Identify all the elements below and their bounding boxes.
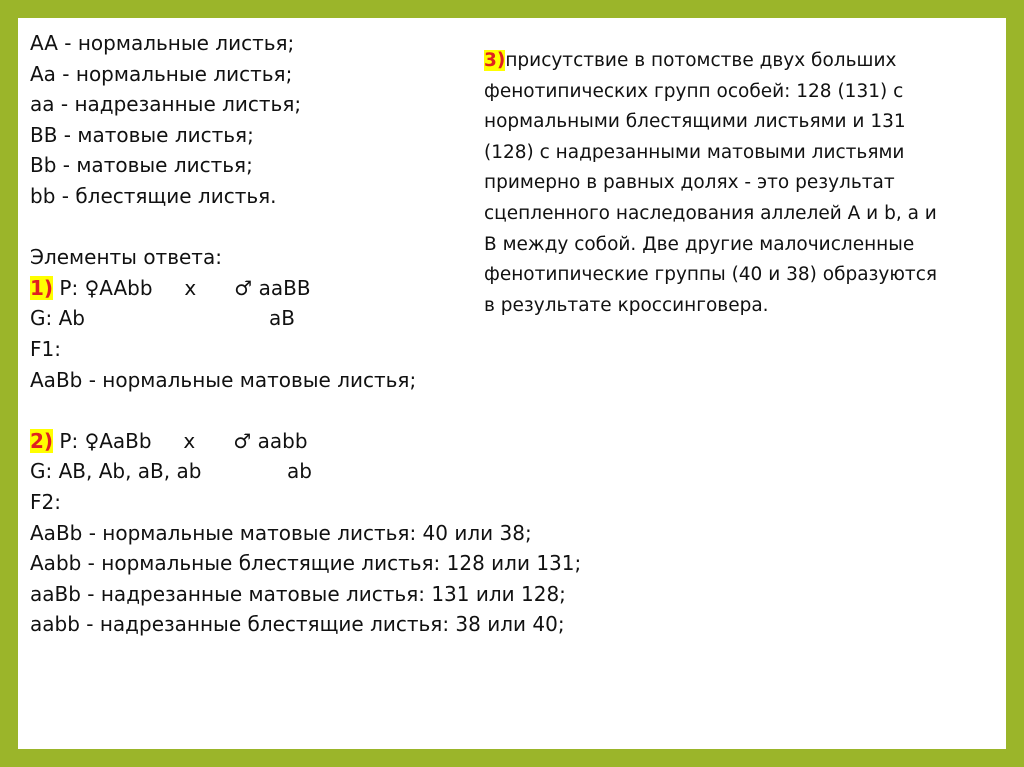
- cross2-p-text: P: ♀AaBb x ♂ aabb: [53, 428, 308, 453]
- right-column: [484, 46, 999, 321]
- cross2-gametes: [30, 456, 581, 487]
- cross1-gametes-male: aB: [269, 306, 295, 331]
- answer-title: Элементы ответа:: [30, 245, 222, 270]
- cross2-result: Aabb - нормальные блестящие листья: 128 или 131;: [30, 551, 582, 576]
- cross2-gametes-female: G: AB, Ab, aB, ab: [30, 459, 202, 484]
- point3-line: в результате кроссинговера.: [484, 294, 769, 316]
- cross2-result: aaBb - надрезанные матовые листья: 131 или 128;: [30, 581, 566, 606]
- point3-line: сцепленного наследования аллелей A и b, a и: [484, 202, 937, 224]
- point3-line: [484, 46, 999, 77]
- cross1-result: AaBb - нормальные матовые листья;: [30, 367, 417, 392]
- cross1-f-label: F1:: [30, 336, 61, 361]
- cross1-gametes-female: G: Ab: [30, 306, 85, 331]
- point3-text: присутствие в потомстве двух больших: [505, 50, 897, 71]
- cross2-f-label: F2:: [30, 489, 61, 514]
- cross2-marker: 2): [30, 428, 54, 453]
- genotype-line: Aa - нормальные листья;: [30, 61, 293, 86]
- cross2-gametes-male: ab: [287, 459, 312, 484]
- point3-line: примерно в равных долях - это результат: [484, 172, 895, 194]
- genotype-line: aa - надрезанные листья;: [30, 92, 302, 117]
- genotype-line: bb - блестящие листья.: [30, 183, 277, 208]
- genotype-line: BB - матовые листья;: [30, 122, 254, 147]
- cross2-result: aabb - надрезанные блестящие листья: 38 или 40;: [30, 612, 565, 637]
- cross1-marker: 1): [30, 275, 54, 300]
- genotype-line: Bb - матовые листья;: [30, 153, 253, 178]
- point3-line: фенотипические группы (40 и 38) образуются: [484, 264, 937, 286]
- cross2-parents: [30, 426, 581, 457]
- point3-line: фенотипических групп особей: 128 (131) с: [484, 80, 904, 102]
- cross2-result: AaBb - нормальные матовые листья: 40 или 38;: [30, 520, 532, 545]
- point3-marker: 3): [484, 50, 506, 71]
- point3-line: B между собой. Две другие малочисленные: [484, 233, 915, 255]
- genotype-line: AA - нормальные листья;: [30, 31, 295, 55]
- cross1-p-text: P: ♀AAbb x ♂ aaBB: [53, 275, 311, 300]
- point3-line: нормальными блестящими листьями и 131: [484, 111, 906, 133]
- slide: [18, 18, 1006, 749]
- spacer: [30, 395, 581, 426]
- point3-line: (128) с надрезанными матовыми листьями: [484, 141, 905, 163]
